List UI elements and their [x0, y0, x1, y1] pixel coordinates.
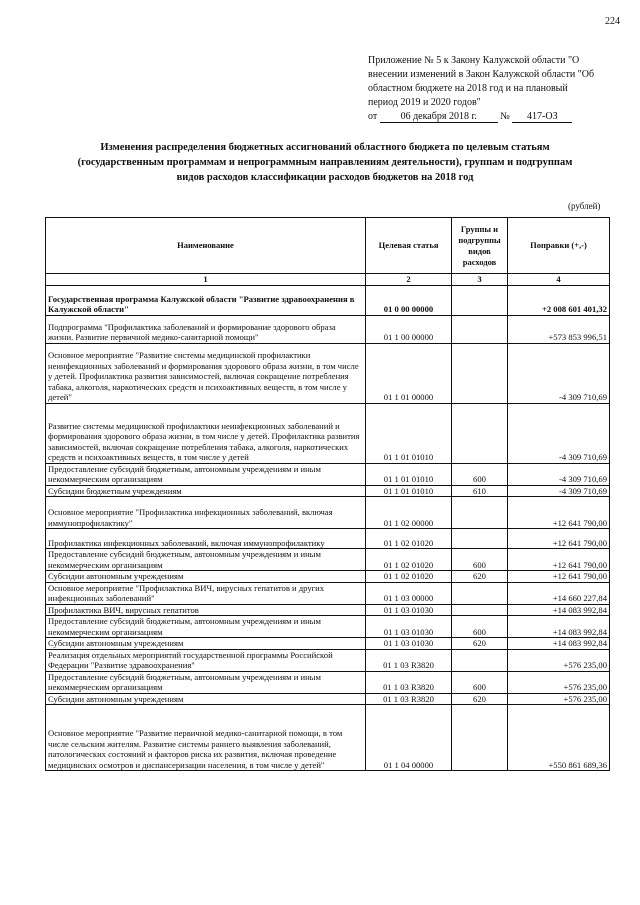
appendix-line: период 2019 и 2020 годов": [368, 97, 481, 108]
row-expense-group: [452, 285, 508, 315]
row-expense-group: 600: [452, 671, 508, 693]
row-target-code: 01 1 03 01030: [366, 616, 452, 638]
row-target-code: 01 1 02 01020: [366, 571, 452, 583]
row-amount: -4 309 710,69: [508, 343, 610, 403]
row-expense-group: [452, 604, 508, 616]
table-row: [46, 403, 610, 463]
row-amount: +12 641 790,00: [508, 529, 610, 549]
units-label: (рублей): [568, 201, 601, 211]
table-row: [46, 463, 610, 485]
row-amount: +576 235,00: [508, 649, 610, 671]
table-row: [46, 638, 610, 650]
row-name: Основное мероприятие "Развитие системы медицинской профилактики неинфекционных заболеваний и формирования здорового образа жизни, в том числе у детей. Профилактика развития зависимостей, включая сокращение потребления табака, алкоголя, наркотических средств и психоактивных веществ, в том числе у детей": [46, 343, 366, 403]
row-expense-group: [452, 315, 508, 343]
row-expense-group: 620: [452, 638, 508, 650]
row-name: Подпрограмма "Профилактика заболеваний и формирование здорового образа жизни. Развитие первичной медико-санитарной помощи": [46, 315, 366, 343]
header-name: Наименование: [46, 218, 366, 274]
row-amount: +14 083 992,84: [508, 616, 610, 638]
title-line: Изменения распределения бюджетных ассигнований областного бюджета по целевым статьям: [100, 142, 550, 153]
table-row: [46, 485, 610, 497]
row-target-code: 01 1 03 R3820: [366, 693, 452, 705]
row-amount: +576 235,00: [508, 693, 610, 705]
row-target-code: 01 1 01 00000: [366, 343, 452, 403]
row-name: Основное мероприятие "Профилактика ВИЧ, вирусных гепатитов и других инфекционных заболеваний": [46, 582, 366, 604]
row-target-code: 01 1 01 01010: [366, 463, 452, 485]
row-amount: +573 853 996,51: [508, 315, 610, 343]
table-row: [46, 285, 610, 315]
row-expense-group: [452, 705, 508, 771]
row-name: Основное мероприятие "Профилактика инфекционных заболеваний, включая иммунопрофилактику": [46, 497, 366, 529]
table-row: [46, 649, 610, 671]
table-row: [46, 571, 610, 583]
row-expense-group: 600: [452, 463, 508, 485]
row-target-code: 01 0 00 00000: [366, 285, 452, 315]
budget-table: [45, 217, 610, 771]
row-name: Субсидии автономным учреждениям: [46, 638, 366, 650]
ot-label: от: [368, 111, 378, 122]
row-target-code: 01 1 02 01020: [366, 529, 452, 549]
table-row: [46, 671, 610, 693]
row-target-code: 01 1 04 00000: [366, 705, 452, 771]
row-amount: +14 660 227,84: [508, 582, 610, 604]
row-target-code: 01 1 02 00000: [366, 497, 452, 529]
column-number: 3: [452, 274, 508, 286]
row-name: Государственная программа Калужской области "Развитие здравоохранения в Калужской области": [46, 285, 366, 315]
row-name: Реализация отдельных мероприятий государственной программы Российской Федерации "Развитие здравоохранения": [46, 649, 366, 671]
row-name: Субсидии автономным учреждениям: [46, 571, 366, 583]
law-date: 06 декабря 2018 г.: [380, 111, 498, 123]
column-number: 4: [508, 274, 610, 286]
row-name: Предоставление субсидий бюджетным, автономным учреждениям и иным некоммерческим организациям: [46, 616, 366, 638]
column-number: 1: [46, 274, 366, 286]
row-target-code: 01 1 03 01030: [366, 604, 452, 616]
table-row: [46, 497, 610, 529]
appendix-line: областном бюджете на 2018 год и на плановый: [368, 83, 568, 94]
row-target-code: 01 1 03 R3820: [366, 649, 452, 671]
header-group: Группы и подгруппы видов расходов: [452, 218, 508, 274]
row-target-code: 01 1 03 01030: [366, 638, 452, 650]
title-line: видов расходов классификации расходов бюджетов на 2018 год: [176, 172, 474, 183]
row-expense-group: 610: [452, 485, 508, 497]
row-target-code: 01 1 02 01020: [366, 549, 452, 571]
table-row: [46, 705, 610, 771]
table-row: [46, 315, 610, 343]
row-name: Основное мероприятие "Развитие первичной медико-санитарной помощи, в том числе сельским жителям. Развитие системы раннего выявления заболеваний, патологических состояний и факторов риска их развития, включая проведение медицинских осмотров и диспансеризации населения, в том числе у детей": [46, 705, 366, 771]
row-expense-group: 620: [452, 571, 508, 583]
row-expense-group: [452, 529, 508, 549]
column-number-row: [46, 274, 610, 286]
row-amount: +2 008 601 401,32: [508, 285, 610, 315]
row-expense-group: 600: [452, 549, 508, 571]
document-title: [40, 140, 610, 185]
page-number: 224: [605, 16, 620, 27]
table-row: [46, 549, 610, 571]
header-code: Целевая статья: [366, 218, 452, 274]
column-number: 2: [366, 274, 452, 286]
row-amount: +12 641 790,00: [508, 497, 610, 529]
row-name: Субсидии бюджетным учреждениям: [46, 485, 366, 497]
row-amount: -4 309 710,69: [508, 403, 610, 463]
appendix-line: Приложение № 5 к Закону Калужской области "О: [368, 55, 580, 66]
appendix-line: внесении изменений в Закон Калужской области "Об: [368, 69, 595, 80]
row-name: Субсидии автономным учреждениям: [46, 693, 366, 705]
row-target-code: 01 1 03 R3820: [366, 671, 452, 693]
row-expense-group: [452, 582, 508, 604]
row-expense-group: [452, 343, 508, 403]
row-name: Предоставление субсидий бюджетным, автономным учреждениям и иным некоммерческим организациям: [46, 463, 366, 485]
table-row: [46, 529, 610, 549]
row-name: Развитие системы медицинской профилактики неинфекционных заболеваний и формирования здорового образа жизни, в том числе у детей. Профилактика развития зависимостей, включая сокращение потребления табака, алкоголя, наркотических средств и психоактивных веществ, в том числе у детей: [46, 403, 366, 463]
title-line: (государственным программам и непрограммным направлениям деятельности), группам и подгруппам: [77, 157, 573, 168]
row-expense-group: [452, 497, 508, 529]
row-target-code: 01 1 03 00000: [366, 582, 452, 604]
row-expense-group: 600: [452, 616, 508, 638]
row-amount: +12 641 790,00: [508, 549, 610, 571]
row-target-code: 01 1 00 00000: [366, 315, 452, 343]
row-target-code: 01 1 01 01010: [366, 485, 452, 497]
header-amount: Поправки (+,-): [508, 218, 610, 274]
row-amount: +12 641 790,00: [508, 571, 610, 583]
number-label: №: [500, 111, 510, 122]
appendix-note: [368, 54, 606, 124]
table-row: [46, 604, 610, 616]
row-expense-group: [452, 403, 508, 463]
row-amount: -4 309 710,69: [508, 463, 610, 485]
table-row: [46, 343, 610, 403]
row-amount: +550 861 689,36: [508, 705, 610, 771]
row-amount: +14 083 992,84: [508, 604, 610, 616]
row-expense-group: 620: [452, 693, 508, 705]
row-name: Профилактика ВИЧ, вирусных гепатитов: [46, 604, 366, 616]
law-date-line: [368, 110, 606, 124]
row-name: Предоставление субсидий бюджетным, автономным учреждениям и иным некоммерческим организациям: [46, 671, 366, 693]
table-row: [46, 582, 610, 604]
row-target-code: 01 1 01 01010: [366, 403, 452, 463]
table-row: [46, 616, 610, 638]
row-name: Профилактика инфекционных заболеваний, включая иммунопрофилактику: [46, 529, 366, 549]
law-number: 417-ОЗ: [512, 111, 572, 123]
row-amount: +576 235,00: [508, 671, 610, 693]
row-expense-group: [452, 649, 508, 671]
row-amount: -4 309 710,69: [508, 485, 610, 497]
table-row: [46, 693, 610, 705]
row-name: Предоставление субсидий бюджетным, автономным учреждениям и иным некоммерческим организациям: [46, 549, 366, 571]
row-amount: +14 083 992,84: [508, 638, 610, 650]
